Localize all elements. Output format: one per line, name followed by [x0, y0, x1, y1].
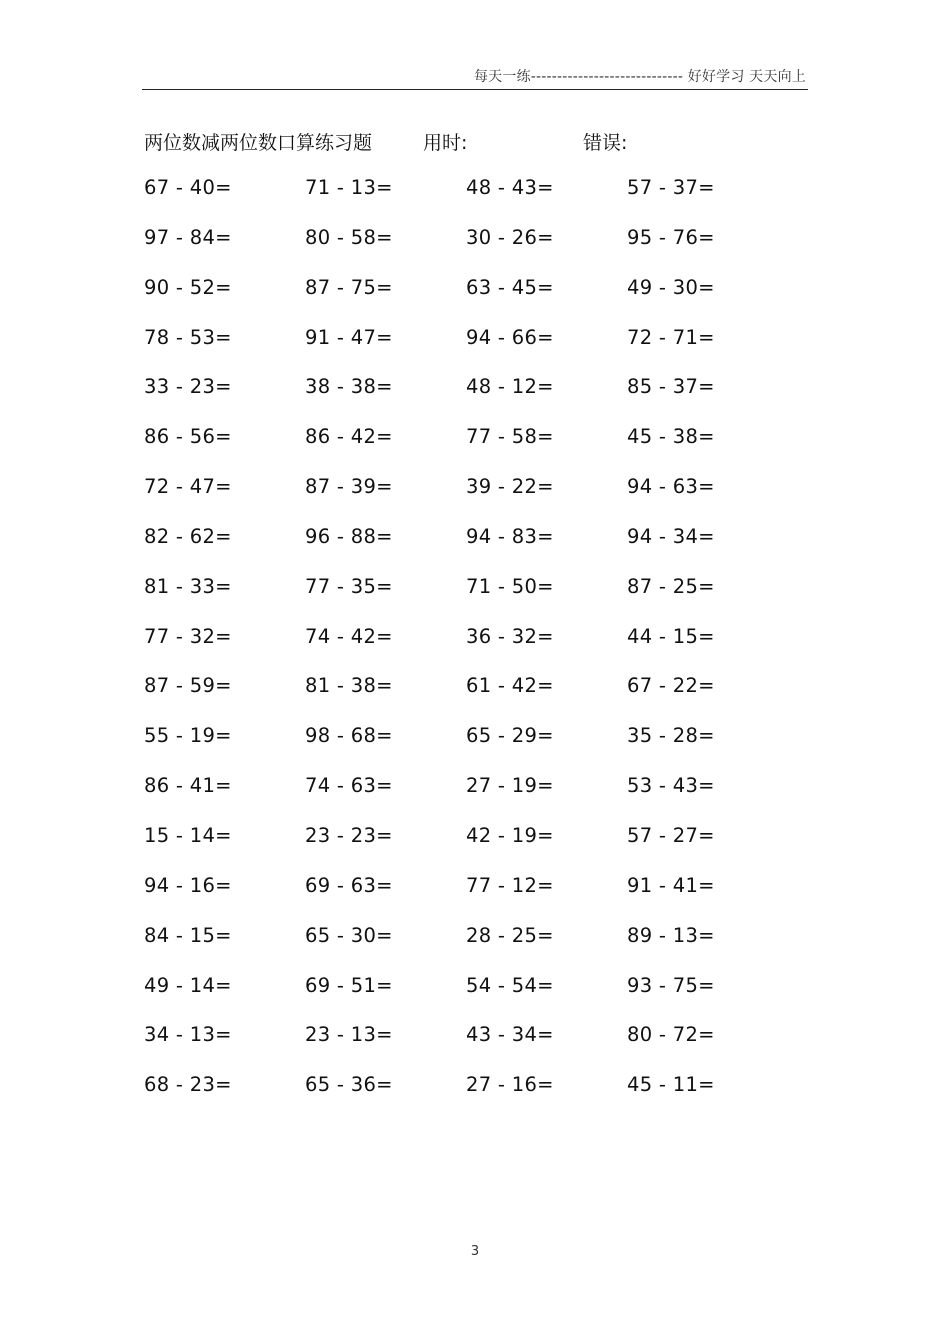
problem-item: 87 - 59=: [144, 674, 232, 698]
problem-item: 35 - 28=: [627, 724, 715, 748]
problem-item: 55 - 19=: [144, 724, 232, 748]
problem-grid: [0, 176, 950, 1123]
problem-item: 86 - 41=: [144, 774, 232, 798]
problem-item: 87 - 75=: [305, 275, 393, 299]
worksheet-title: 两位数减两位数口算练习题: [144, 132, 373, 154]
problem-item: 86 - 56=: [144, 425, 232, 449]
problem-item: 27 - 16=: [466, 1073, 554, 1097]
problem-item: 15 - 14=: [144, 823, 232, 847]
problem-item: 33 - 23=: [144, 375, 232, 399]
problem-item: 45 - 38=: [627, 425, 715, 449]
problem-item: 98 - 68=: [305, 724, 393, 748]
problem-item: 71 - 13=: [305, 176, 393, 199]
problem-row: [0, 425, 950, 475]
problem-item: 65 - 29=: [466, 724, 554, 748]
problem-item: 90 - 52=: [144, 275, 232, 299]
problem-row: [0, 874, 950, 924]
problem-item: 89 - 13=: [627, 923, 715, 947]
page-number: 3: [470, 1244, 480, 1259]
problem-item: 77 - 35=: [305, 574, 393, 598]
problem-item: 43 - 34=: [466, 1023, 554, 1047]
problem-row: [0, 525, 950, 575]
problem-item: 87 - 25=: [627, 574, 715, 598]
problem-row: [0, 625, 950, 675]
problem-row: [0, 674, 950, 724]
problem-item: 80 - 58=: [305, 225, 393, 249]
problem-item: 81 - 38=: [305, 674, 393, 698]
problem-item: 57 - 27=: [627, 823, 715, 847]
problem-item: 94 - 34=: [627, 524, 715, 548]
problem-item: 86 - 42=: [305, 425, 393, 449]
problem-item: 94 - 16=: [144, 873, 232, 897]
problem-item: 44 - 15=: [627, 624, 715, 648]
problem-item: 63 - 45=: [466, 275, 554, 299]
problem-item: 82 - 62=: [144, 524, 232, 548]
problem-item: 78 - 53=: [144, 325, 232, 349]
problem-item: 94 - 63=: [627, 475, 715, 499]
problem-item: 67 - 22=: [627, 674, 715, 698]
problem-row: [0, 176, 950, 226]
problem-item: 30 - 26=: [466, 225, 554, 249]
problem-item: 48 - 12=: [466, 375, 554, 399]
problem-item: 42 - 19=: [466, 823, 554, 847]
problem-item: 84 - 15=: [144, 923, 232, 947]
problem-item: 77 - 12=: [466, 873, 554, 897]
problem-item: 39 - 22=: [466, 475, 554, 499]
problem-row: [0, 1073, 950, 1123]
problem-item: 77 - 58=: [466, 425, 554, 449]
problem-item: 96 - 88=: [305, 524, 393, 548]
problem-item: 48 - 43=: [466, 176, 554, 199]
problem-row: [0, 724, 950, 774]
problem-row: [0, 924, 950, 974]
problem-item: 53 - 43=: [627, 774, 715, 798]
problem-item: 97 - 84=: [144, 225, 232, 249]
problem-item: 27 - 19=: [466, 774, 554, 798]
problem-row: [0, 375, 950, 425]
problem-item: 65 - 36=: [305, 1073, 393, 1097]
problem-item: 23 - 23=: [305, 823, 393, 847]
problem-item: 49 - 14=: [144, 973, 232, 997]
time-used-label: 用时:: [423, 132, 468, 154]
problem-row: [0, 226, 950, 276]
problem-row: [0, 824, 950, 874]
problem-item: 69 - 63=: [305, 873, 393, 897]
problem-item: 49 - 30=: [627, 275, 715, 299]
problem-item: 28 - 25=: [466, 923, 554, 947]
problem-row: [0, 1023, 950, 1073]
problem-item: 91 - 41=: [627, 873, 715, 897]
errors-label: 错误:: [583, 132, 628, 154]
problem-item: 80 - 72=: [627, 1023, 715, 1047]
problem-row: [0, 475, 950, 525]
problem-item: 93 - 75=: [627, 973, 715, 997]
problem-item: 95 - 76=: [627, 225, 715, 249]
problem-item: 91 - 47=: [305, 325, 393, 349]
problem-item: 77 - 32=: [144, 624, 232, 648]
problem-item: 71 - 50=: [466, 574, 554, 598]
problem-item: 67 - 40=: [144, 176, 232, 199]
problem-item: 69 - 51=: [305, 973, 393, 997]
problem-item: 54 - 54=: [466, 973, 554, 997]
worksheet-title-row: [0, 128, 950, 156]
problem-item: 38 - 38=: [305, 375, 393, 399]
problem-row: [0, 974, 950, 1024]
problem-item: 94 - 66=: [466, 325, 554, 349]
header-motto: 每天一练----------------------------- 好好学习 天天向上: [473, 69, 806, 85]
problem-item: 68 - 23=: [144, 1073, 232, 1097]
problem-item: 45 - 11=: [627, 1073, 715, 1097]
problem-item: 85 - 37=: [627, 375, 715, 399]
problem-row: [0, 326, 950, 376]
problem-item: 74 - 42=: [305, 624, 393, 648]
problem-row: [0, 276, 950, 326]
page-header: [142, 62, 808, 90]
problem-item: 74 - 63=: [305, 774, 393, 798]
problem-item: 72 - 47=: [144, 475, 232, 499]
problem-item: 34 - 13=: [144, 1023, 232, 1047]
problem-item: 65 - 30=: [305, 923, 393, 947]
problem-item: 23 - 13=: [305, 1023, 393, 1047]
problem-row: [0, 774, 950, 824]
problem-item: 61 - 42=: [466, 674, 554, 698]
problem-item: 81 - 33=: [144, 574, 232, 598]
problem-item: 87 - 39=: [305, 475, 393, 499]
problem-item: 72 - 71=: [627, 325, 715, 349]
problem-row: [0, 575, 950, 625]
problem-item: 94 - 83=: [466, 524, 554, 548]
problem-item: 57 - 37=: [627, 176, 715, 199]
problem-item: 36 - 32=: [466, 624, 554, 648]
